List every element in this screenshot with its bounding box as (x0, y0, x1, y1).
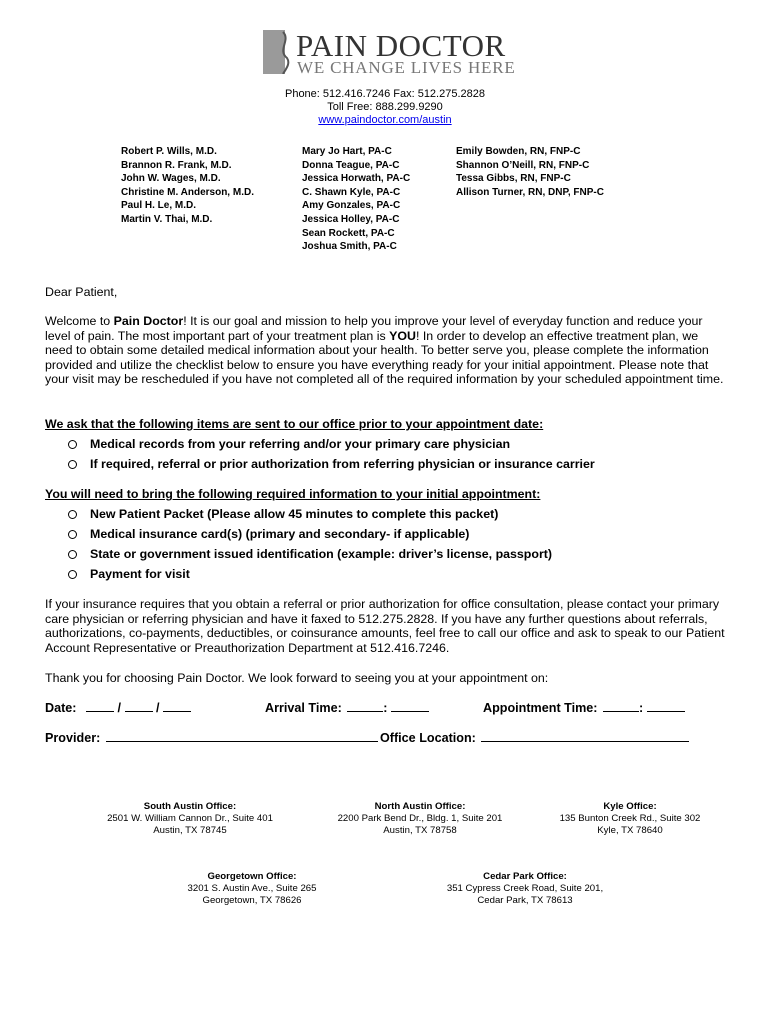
toll-free-line: Toll Free: 888.299.9290 (327, 101, 443, 113)
pa-name: Donna Teague, PA-C (302, 159, 400, 171)
office-south-austin (80, 801, 300, 837)
checklist-item-text: If required, referral or prior authorization from referring physician or insurance carrier (90, 457, 595, 471)
circle-bullet-icon (68, 440, 77, 449)
office-address: 2200 Park Bend Dr., Bldg. 1, Suite 201 (337, 813, 503, 824)
checklist-item (68, 564, 552, 584)
np-name: Shannon O’Neill, RN, FNP-C (456, 159, 590, 171)
pa-name: Amy Gonzales, PA-C (302, 200, 401, 212)
location-label: Office Location: (380, 731, 476, 745)
circle-bullet-icon (68, 530, 77, 539)
office-city: Austin, TX 78745 (153, 825, 227, 836)
provider-label: Provider: (45, 731, 101, 745)
date-field (45, 701, 191, 715)
office-title: Cedar Park Office: (483, 871, 567, 882)
office-address: 3201 S. Austin Ave., Suite 265 (187, 883, 317, 894)
office-address: 351 Cypress Creek Road, Suite 201, (446, 883, 604, 894)
appointment-time-field (483, 701, 685, 715)
office-city: Cedar Park, TX 78613 (477, 895, 573, 906)
office-location-field (380, 731, 689, 745)
checklist-item (68, 434, 595, 454)
checklist-item-text: Medical records from your referring and/or your primary care physician (90, 437, 511, 451)
checklist-item (68, 524, 552, 544)
arrival-time-field (265, 701, 429, 715)
appointment-minute-blank[interactable] (647, 701, 685, 712)
appointment-label: Appointment Time: (483, 701, 598, 715)
circle-bullet-icon (68, 510, 77, 519)
circle-bullet-icon (68, 550, 77, 559)
time-sep: : (383, 701, 388, 715)
pa-name: Sean Rockett, PA-C (302, 227, 395, 239)
checklist-item-text: Payment for visit (90, 567, 190, 581)
logo-mark-icon (263, 28, 293, 74)
office-city: Georgetown, TX 78626 (202, 895, 302, 906)
date-label: Date: (45, 701, 77, 715)
checklist-item (68, 544, 552, 564)
welcome-rest: ! In order to develop an effective treatment plan, we need to obtain some detailed medical information about your health. To better serve you, please complete the information provided and utilize the checklist below to ensure you have everything ready for your initial appointment. Please note that your visit may be rescheduled if you have not completed all of the required information by your scheduled appointment time. (45, 328, 724, 387)
provider-field (45, 731, 378, 745)
website-link[interactable]: www.paindoctor.com/austin (318, 114, 452, 126)
welcome-mid: ! It is our goal and mission to help you improve your level of everyday function and reduce your level of pain. The most important part of your treatment plan is (45, 314, 703, 343)
arrival-minute-blank[interactable] (391, 701, 429, 712)
office-address: 2501 W. William Cannon Dr., Suite 401 (107, 813, 273, 824)
office-georgetown (142, 871, 362, 907)
provider-blank[interactable] (106, 731, 378, 742)
arrival-label: Arrival Time: (265, 701, 342, 715)
bring-items-list (68, 504, 552, 584)
bring-items-heading: You will need to bring the following required information to your initial appointment: (45, 487, 541, 501)
website-line (0, 114, 770, 126)
office-title: North Austin Office: (374, 801, 466, 812)
date-month-blank[interactable] (86, 701, 114, 712)
checklist-item-text: Medical insurance card(s) (primary and secondary- if applicable) (90, 527, 470, 541)
date-day-blank[interactable] (125, 701, 153, 712)
office-cedar-park (415, 871, 635, 907)
pa-name: Jessica Holley, PA-C (302, 213, 400, 225)
phone-fax-line: Phone: 512.416.7246 Fax: 512.275.2828 (284, 88, 485, 100)
pa-list (302, 145, 410, 254)
thanks-line: Thank you for choosing Pain Doctor. We look forward to seeing you at your appointment on: (45, 671, 549, 685)
prior-items-list (68, 434, 595, 474)
pain-doctor-logo (263, 28, 516, 77)
date-sep: / (156, 701, 160, 715)
physician-name: Brannon R. Frank, M.D. (121, 159, 232, 171)
pa-name: Jessica Horwath, PA-C (302, 173, 411, 185)
physician-list (121, 145, 254, 227)
pa-name: C. Shawn Kyle, PA-C (302, 186, 401, 198)
appointment-hour-blank[interactable] (603, 701, 639, 712)
checklist-item (68, 504, 552, 524)
logo-name: PAIN DOCTOR (296, 28, 506, 63)
physician-name: Christine M. Anderson, M.D. (121, 186, 254, 198)
logo-tagline: WE CHANGE LIVES HERE (297, 58, 516, 77)
greeting: Dear Patient, (45, 285, 118, 299)
welcome-you: YOU (389, 328, 416, 343)
circle-bullet-icon (68, 570, 77, 579)
office-title: Georgetown Office: (207, 871, 297, 882)
physician-name: Robert P. Wills, M.D. (121, 146, 217, 157)
welcome-prefix: Welcome to (45, 314, 114, 328)
pa-name: Mary Jo Hart, PA-C (302, 146, 392, 157)
office-title: Kyle Office: (603, 801, 657, 812)
np-list (456, 145, 604, 199)
date-year-blank[interactable] (163, 701, 191, 712)
checklist-item-text: New Patient Packet (Please allow 45 minutes to complete this packet) (90, 507, 499, 521)
office-city: Kyle, TX 78640 (597, 825, 663, 836)
physician-name: Paul H. Le, M.D. (121, 200, 197, 212)
np-name: Tessa Gibbs, RN, FNP-C (456, 173, 571, 185)
welcome-paragraph (45, 314, 725, 387)
checklist-item-text: State or government issued identification (example: driver’s license, passport) (90, 547, 553, 561)
office-city: Austin, TX 78758 (383, 825, 457, 836)
office-north-austin (310, 801, 530, 837)
physician-name: Martin V. Thai, M.D. (121, 213, 213, 225)
circle-bullet-icon (68, 460, 77, 469)
date-sep: / (117, 701, 121, 715)
office-kyle (525, 801, 735, 837)
office-title: South Austin Office: (143, 801, 237, 812)
np-name: Allison Turner, RN, DNP, FNP-C (456, 186, 604, 198)
prior-items-heading: We ask that the following items are sent to our office prior to your appointment date: (45, 417, 544, 431)
office-location-blank[interactable] (481, 731, 689, 742)
physician-name: John W. Wages, M.D. (121, 173, 221, 185)
checklist-item (68, 454, 595, 474)
time-sep: : (639, 701, 644, 715)
insurance-paragraph: If your insurance requires that you obtain a referral or prior authorization for office consultation, please contact your primary care physician or referring physician and have it faxed to 512.275.2828. If you have any further questions about referrals, authorizations, co-payments, deductibles, or coinsurance amounts, feel free to call our office and ask to speak to our Patient Account Representative or Preauthorization Department at 512.416.7246. (45, 597, 725, 655)
welcome-brand: Pain Doctor (113, 314, 184, 328)
office-address: 135 Bunton Creek Rd., Suite 302 (559, 813, 701, 824)
pa-name: Joshua Smith, PA-C (302, 241, 397, 253)
np-name: Emily Bowden, RN, FNP-C (456, 146, 581, 157)
arrival-hour-blank[interactable] (347, 701, 383, 712)
